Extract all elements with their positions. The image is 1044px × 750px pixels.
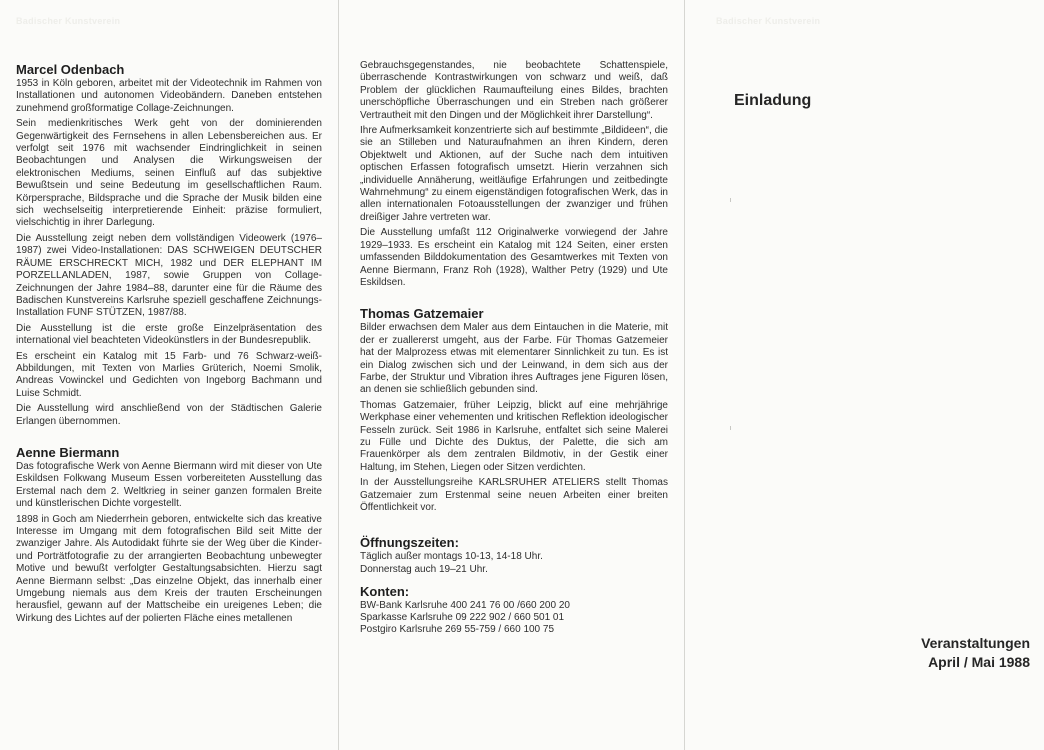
panel-cover [686, 0, 1044, 750]
gatzemaier-paragraph: Thomas Gatzemaier, früher Leipzig, blickt auf eine mehrjährige Werkphase einer vehementen und kritischen Reflektion ideologischer Fesseln zurück. Seit 1986 in Karlsruhe, entfaltet sich seine Malerei zu Fülle und Dichte des Duktus, der Palette, die sich am Frauenkörper als dem zentralen Bildmotiv, in der Gestik einer Haltung, im Stehen, Liegen oder Sitzen verdichten. [360, 399, 668, 473]
odenbach-paragraph: Die Ausstellung ist die erste große Einzelpräsentation des international viel beachteten Videokünstlers in der Bundesrepublik. [16, 322, 322, 347]
biermann-paragraph: Die Ausstellung umfaßt 112 Originalwerke vorwiegend der Jahre 1929–1933. Es erscheint ein Katalog mit 124 Seiten, einer ersten umfassenden Bilddokumentation des Gesamtwerkes mit Texten von Aenne Biermann, Franz Roh (1928), Walther Petry (1929) und Ute Eskildsen. [360, 227, 668, 288]
odenbach-paragraph: Sein medienkritisches Werk geht von der dominierenden Gegenwärtigkeit des Fernsehens in allen Lebensbereichen aus. Er verfolgt seit 1976 mit wachsender Eindringlichkeit in seinen Beobachtungen und Analysen die Wirkungsweisen der elektronischen Mediums, seinen Einfluß auf das subjektive Bewußtsein und seine Bedeutung im gesellschaftlichen Raum. Körpersprache, Bildsprache und die Sprache der Musik bilden eine sich wechselseitig interpretierende Einheit: präzise formuliert, vielschichtig in ihrer Darlegung. [16, 118, 322, 229]
hours-title: Öffnungszeiten: [360, 535, 459, 551]
events-line: Veranstaltungen [921, 635, 1030, 651]
fold-line-left [338, 0, 339, 750]
events-date: April / Mai 1988 [928, 654, 1030, 670]
odenbach-title: Marcel Odenbach [16, 62, 125, 77]
biermann-paragraph: Das fotografische Werk von Aenne Biermann wird mit dieser von Ute Eskildsen Folkwang Museum Essen vorbereiteten Ausstellung das Erstemal nach dem 2. Weltkrieg in seiner ganzen formalen Breite und künstlerischen Dichte vorgestellt. [16, 460, 322, 510]
gatzemaier-title: Thomas Gatzemaier [360, 306, 484, 322]
account-line: Sparkasse Karlsruhe 09 222 902 / 660 501 01 [360, 612, 565, 624]
accounts-title: Konten: [360, 583, 410, 599]
events-heading [921, 634, 1030, 672]
biermann-paragraph: Ihre Aufmerksamkeit konzentrierte sich auf bestimmte „Bildideen“, die sie an Stilleben und Naturaufnahmen an ihren Kindern, deren Objektwelt und Aktionen, auf der Suche nach dem intuitiven optischen Erfassen fotografisch umsetzt. Hierin verzahnen sich „individuelle Annäherung, weitläufige Erfahrungen und zeitbedingte Wahrnehmung“ zu einem eigenständigen fotografischen Werk, das in allen internationalen Fotoausstellungen der zwanziger und frühen dreißiger Jahre vertreten war. [360, 125, 668, 223]
hours-line: Täglich außer montags 10-13, 14-18 Uhr. [360, 551, 543, 563]
header-label-right: Badischer Kunstverein [716, 16, 821, 26]
odenbach-paragraph: 1953 in Köln geboren, arbeitet mit der Videotechnik im Rahmen von Installationen und autonomen Videobändern. Daneben entstehen zunehmend großformatige Collage-Zeichnungen. [16, 78, 322, 114]
odenbach-paragraph: Die Ausstellung wird anschließend von der Städtischen Galerie Erlangen übernommen. [16, 403, 322, 427]
odenbach-paragraph: Es erscheint ein Katalog mit 15 Farb- und 76 Schwarz-weiß-Abbildungen, mit Texten von Marlies Grüterich, Noemi Smolik, Andreas Vowinckel und Gedichten von Ingeborg Bachmann und Luise Schmidt. [16, 350, 322, 399]
biermann-paragraph: Gebrauchsgegenstandes, nie beobachtete Schattenspiele, überraschende Kontrastwirkungen von schwarz und weiß, daß Problem der glücklichen Raumaufteilung eines Bildes, brachten unerschöpfliche Überraschungen und ein Streben nach größerer Vertrautheit mit den Dingen und der Möglichkeit ihrer Darstellung“. [360, 60, 668, 121]
gatzemaier-paragraph: In der Ausstellungsreihe KARLSRUHER ATELIERS stellt Thomas Gatzemaier zum Erstenmal seine neuen Arbeiten einer breiten Öffentlichkeit vor. [360, 477, 668, 513]
biermann-paragraph: 1898 in Goch am Niederrhein geboren, entwickelte sich das kreative Interesse im Umgang mit dem fotografischen Bild seit Mitte der zwanziger Jahre. Als Autodidakt führte sie der Weg über die Kinder- und Porträtfotografie zu der arrangierten Beobachtung unbewegter Motive und bewußt verfolgter Gestaltungsabsichten. Hierzu sagt Aenne Biermann selbst: „Das einzelne Objekt, das innerhalb einer Umgebung niemals aus dem Kreis der trauten Erscheinungen herausfiel, gewann auf der Mattscheibe ein ureigenes Leben; die Wirkung des Lichtes auf der polierten Fläche eines metallenen [16, 513, 322, 624]
fold-mark [730, 426, 731, 430]
header-label-left: Badischer Kunstverein [16, 16, 121, 26]
hours-line: Donnerstag auch 19–21 Uhr. [360, 563, 488, 575]
odenbach-paragraph: Die Ausstellung zeigt neben dem vollständigen Videowerk (1976–1987) zwei Video-Installationen: DAS SCHWEIGEN DEUTSCHER RÄUME ERSCHRECKT MICH, 1982 und DER ELEPHANT IM PORZELLANLADEN, 1987, sowie Gruppen von Collage-Zeichnungen der Jahre 1984–88, darunter eine für die Räume des Badischen Kunstvereins Karlsruhe speziell geschaffene Zeichnungs-Installation FUNF STÜTZEN, 1987/88. [16, 232, 322, 319]
fold-mark [730, 198, 731, 202]
panel-middle [340, 0, 682, 750]
biermann-title: Aenne Biermann [16, 444, 120, 460]
invitation-title: Einladung [734, 92, 812, 109]
account-line: BW-Bank Karlsruhe 400 241 76 00 /660 200 20 [360, 599, 570, 611]
fold-line-right [684, 0, 685, 750]
gatzemaier-paragraph: Bilder erwachsen dem Maler aus dem Eintauchen in die Materie, mit der er zuallererst umgeht, aus der Farbe. Für Thomas Gatzemeier hat der Malprozess etwas mit elementarer Sinnlichkeit zu tun. Es ist ein Dialog zwischen sich und der Leinwand, in dem sich aus der Farbe, der Struktur und Vibration ihres Auftrages jene Figuren lösen, an denen sie schließlich gebunden sind. [360, 322, 668, 396]
panel-left [0, 0, 336, 750]
account-line: Postgiro Karlsruhe 269 55-759 / 660 100 75 [360, 624, 555, 636]
